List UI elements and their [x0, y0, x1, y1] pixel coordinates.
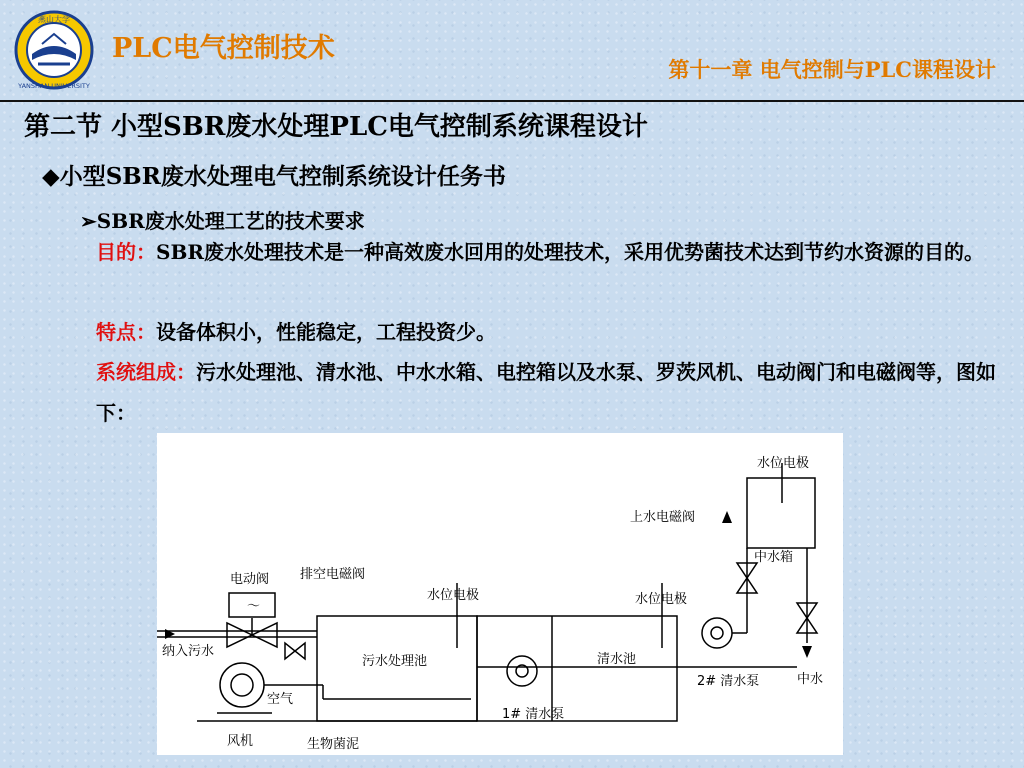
system-label: 系统组成：: [96, 360, 196, 384]
feature-label: 特点：: [96, 320, 156, 344]
label-upper-solenoid: 上水电磁阀: [630, 510, 696, 525]
label-pump-1: 1# 清水泵: [502, 707, 565, 722]
label-pump-2: 2# 清水泵: [697, 674, 760, 689]
label-level-electrode-3: 水位电极: [757, 456, 810, 471]
logo-ring-text: YANSHAN UNIVERSITY: [18, 82, 90, 90]
university-logo: [8, 8, 100, 92]
requirement-heading: ➢SBR废水处理工艺的技术要求: [80, 209, 365, 233]
label-motor-valve: 电动阀: [230, 572, 270, 587]
section-title: 第二节 小型SBR废水处理PLC电气控制系统课程设计: [24, 112, 648, 142]
logo-top-text: 燕山大学: [38, 15, 70, 24]
label-clean-tank: 清水池: [597, 652, 637, 667]
task-heading: ◆小型SBR废水处理电气控制系统设计任务书: [42, 163, 506, 190]
label-level-electrode-2: 水位电极: [635, 592, 688, 607]
label-sewage-tank: 污水处理池: [362, 654, 428, 669]
middle-tank-shape: [747, 478, 815, 548]
label-blower: 风机: [227, 734, 254, 749]
label-air: 空气: [267, 692, 294, 707]
label-drain-solenoid: 排空电磁阀: [300, 567, 366, 582]
label-middle-tank: 中水箱: [754, 550, 794, 565]
label-middle-water: 中水: [797, 672, 824, 687]
label-level-electrode-1: 水位电极: [427, 588, 480, 603]
purpose-text: SBR废水处理技术是一种高效废水回用的处理技术，采用优势菌技术达到节约水资源的目的。: [156, 240, 984, 264]
header-divider: [0, 100, 1024, 102]
valve-symbol: ～: [247, 599, 261, 614]
purpose-label: 目的：: [96, 240, 156, 264]
app-title: PLC电气控制技术: [112, 33, 335, 64]
label-sludge: 生物菌泥: [307, 737, 360, 752]
system-paragraph: [96, 352, 1016, 434]
feature-paragraph: [96, 312, 1016, 353]
system-text: 污水处理池、清水池、中水水箱、电控箱以及水泵、罗茨风机、电动阀门和电磁阀等，图如下：: [96, 360, 996, 425]
feature-text: 设备体积小，性能稳定，工程投资少。: [156, 320, 496, 344]
chapter-title: 第十一章 电气控制与PLC课程设计: [668, 57, 996, 82]
label-inlet: 纳入污水: [162, 644, 215, 659]
process-diagram: [157, 433, 843, 755]
purpose-paragraph: [96, 232, 1016, 273]
